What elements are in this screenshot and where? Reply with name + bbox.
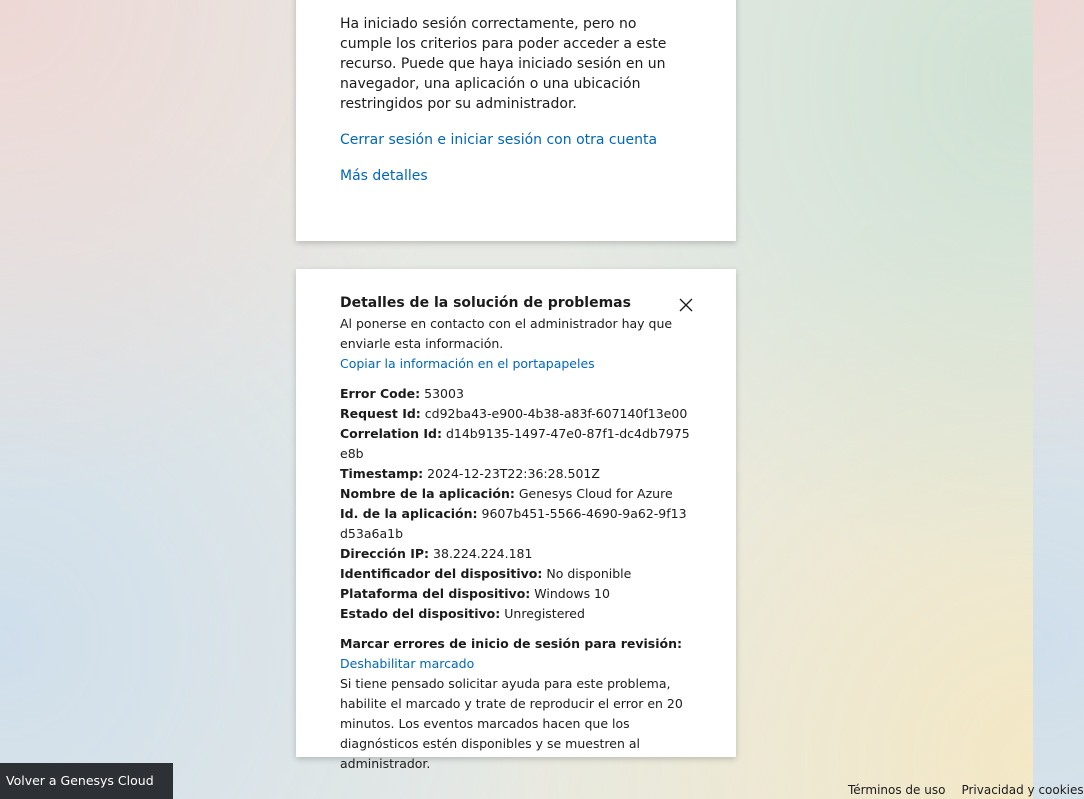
detail-ip-address xyxy=(340,544,692,564)
troubleshooting-card xyxy=(296,269,736,771)
detail-value: No disponible xyxy=(546,566,632,581)
flag-errors-description: Si tiene pensado solicitar ayuda para este problema, habilite el marcado y trate de reproducir el error en 20 minutos. Los eventos marcados hacen que los diagnósticos estén disponibles y se muestren al administrador. xyxy=(340,676,683,771)
flag-errors-title: Marcar errores de inicio de sesión para revisión: xyxy=(340,636,682,651)
detail-timestamp xyxy=(340,464,692,484)
detail-app-id xyxy=(340,504,692,544)
footer xyxy=(848,781,1084,799)
close-button[interactable] xyxy=(676,295,696,315)
detail-value: d14b9135-1497-47e0-87f1-dc4db7975e8b xyxy=(340,426,690,461)
detail-correlation-id xyxy=(340,424,692,464)
detail-label: Estado del dispositivo: xyxy=(340,606,501,621)
detail-value: 9607b451-5566-4690-9a62-9f13d53a6a1b xyxy=(340,506,687,541)
detail-label: Request Id: xyxy=(340,406,421,421)
detail-value: 53003 xyxy=(424,386,464,401)
detail-label: Correlation Id: xyxy=(340,426,442,441)
detail-label: Dirección IP: xyxy=(340,546,430,561)
detail-device-id xyxy=(340,564,692,584)
back-to-genesys-button[interactable]: Volver a Genesys Cloud xyxy=(0,763,173,799)
detail-value: 38.224.224.181 xyxy=(433,546,533,561)
troubleshooting-title: Detalles de la solución de problemas xyxy=(340,295,631,311)
troubleshooting-header xyxy=(340,295,692,312)
detail-value: Unregistered xyxy=(504,606,585,621)
detail-label: Identificador del dispositivo: xyxy=(340,566,543,581)
troubleshooting-intro: Al ponerse en contacto con el administrador hay que enviarle esta información. xyxy=(340,316,673,351)
detail-value: 2024-12-23T22:36:28.501Z xyxy=(427,466,600,481)
copy-to-clipboard-link[interactable]: Copiar la información en el portapapeles xyxy=(340,356,595,371)
detail-label: Plataforma del dispositivo: xyxy=(340,586,531,601)
privacy-cookies-link[interactable]: Privacidad y cookies xyxy=(961,783,1084,797)
signout-link[interactable]: Cerrar sesión e iniciar sesión con otra cuenta xyxy=(340,132,658,148)
detail-value: Windows 10 xyxy=(534,586,610,601)
detail-request-id xyxy=(340,404,692,424)
access-denied-message: Ha iniciado sesión correctamente, pero no cumple los criterios para poder acceder a este recurso. Puede que haya iniciado sesión en un navegador, una aplicación o una ubicación restringidos por su administrador. xyxy=(340,16,667,112)
terms-of-use-link[interactable]: Términos de uso xyxy=(848,783,946,797)
detail-label: Nombre de la aplicación: xyxy=(340,486,515,501)
detail-label: Id. de la aplicación: xyxy=(340,506,478,521)
message-card xyxy=(296,0,736,241)
detail-app-name xyxy=(340,484,692,504)
detail-device-platform xyxy=(340,584,692,604)
detail-error-code xyxy=(340,384,692,404)
more-details-link[interactable]: Más detalles xyxy=(340,168,428,184)
detail-value: Genesys Cloud for Azure xyxy=(518,486,673,501)
detail-value: cd92ba43-e900-4b38-a83f-607140f13e00 xyxy=(424,406,688,421)
detail-label: Error Code: xyxy=(340,386,421,401)
details-list xyxy=(340,384,692,624)
detail-label: Timestamp: xyxy=(340,466,424,481)
disable-flagging-link[interactable]: Deshabilitar marcado xyxy=(340,656,475,671)
detail-device-state xyxy=(340,604,692,624)
close-icon xyxy=(676,295,696,315)
